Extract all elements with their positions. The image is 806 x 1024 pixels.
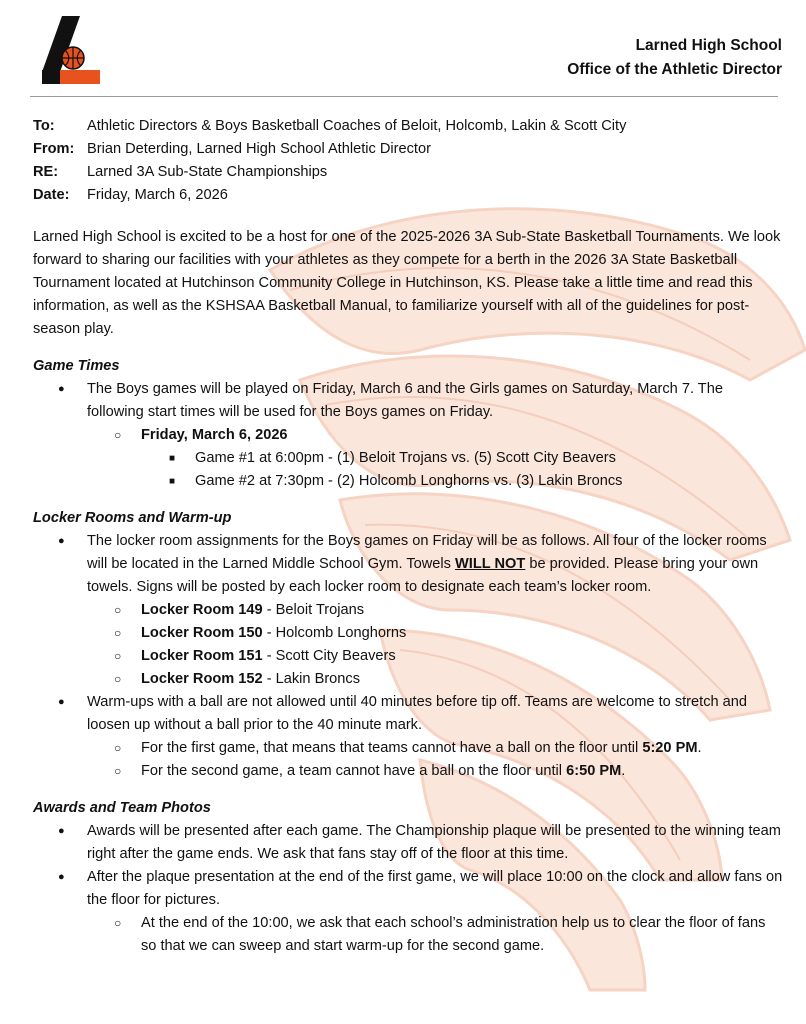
list-item xyxy=(33,424,783,447)
list-item: ● Warm-ups with a ball are not allowed until 40 minutes before tip off. Teams are welcome to stretch and loosen up without a ball prior to the 40 minute mark. xyxy=(33,691,783,737)
list-item: ■ Game #1 at 6:00pm - (1) Beloit Trojans vs. (5) Scott City Beavers xyxy=(33,447,783,470)
list-item: ○ For the first game, that means that teams cannot have a ball on the floor until 5:20 PM. xyxy=(33,737,783,760)
memo-re: RE: Larned 3A Sub-State Championships xyxy=(33,161,626,184)
list-item: ○ Locker Room 150 - Holcomb Longhorns xyxy=(33,622,783,645)
section-title-awards: Awards and Team Photos xyxy=(33,800,211,816)
memo-date-value: Friday, March 6, 2026 xyxy=(87,187,228,203)
logo-letter: L xyxy=(40,14,41,15)
list-item: ○ Locker Room 152 - Lakin Broncs xyxy=(33,668,783,691)
header-divider xyxy=(30,96,778,97)
list-item: ● Awards will be presented after each game. The Championship plaque will be presented to the winning team right after the game ends. We ask that fans stay off of the floor at this time. xyxy=(33,820,783,866)
game-times-list xyxy=(33,378,783,493)
game-day: Friday, March 6, 2026 xyxy=(141,427,288,443)
memo-to: To: Athletic Directors & Boys Basketball Coaches of Beloit, Holcomb, Lakin & Scott City xyxy=(33,115,626,138)
list-item: ● After the plaque presentation at the end of the first game, we will place 10:00 on the clock and allow fans on the floor for pictures. xyxy=(33,866,783,912)
school-logo xyxy=(40,14,102,86)
list-item: ● The locker room assignments for the Boys games on Friday will be as follows. All four of the locker rooms will be located in the Larned Middle School Gym. Towels WILL NOT be provided. Please bring your own towels. Signs will be posted by each locker room to designate each team’s locker room. xyxy=(33,530,783,599)
section-title-game-times: Game Times xyxy=(33,358,120,374)
list-item: ○ For the second game, a team cannot have a ball on the floor until 6:50 PM. xyxy=(33,760,783,783)
awards-list xyxy=(33,820,783,958)
list-item: ○ At the end of the 10:00, we ask that each school’s administration help us to clear the floor of fans so that we can sweep and start warm-up for the second game. xyxy=(33,912,783,958)
will-not-emphasis: WILL NOT xyxy=(455,556,526,572)
intro-paragraph: Larned High School is excited to be a host for one of the 2025-2026 3A Sub-State Basketball Tournaments. We look forward to sharing our facilities with your athletes as they compete for a berth in the 2026 3A State Basketball Tournament located at Hutchinson Community College in Hutchinson, KS. Please take a little time and read this information, as well as the KSHSAA Basketball Manual, to familiarize yourself with all of the guidelines for post-season play. xyxy=(33,229,781,337)
memo-date: Date: Friday, March 6, 2026 xyxy=(33,184,626,207)
office-name: Office of the Athletic Director xyxy=(567,61,782,78)
letter-body xyxy=(33,226,783,958)
memo-header xyxy=(33,115,626,207)
list-item: ■ Game #2 at 7:30pm - (2) Holcomb Longhorns vs. (3) Lakin Broncs xyxy=(33,470,783,493)
school-name: Larned High School xyxy=(635,37,782,54)
memo-re-value: Larned 3A Sub-State Championships xyxy=(87,164,328,180)
list-item: ○ Locker Room 149 - Beloit Trojans xyxy=(33,599,783,622)
list-item: ○ Locker Room 151 - Scott City Beavers xyxy=(33,645,783,668)
locker-list xyxy=(33,530,783,783)
memo-to-value: Athletic Directors & Boys Basketball Coaches of Beloit, Holcomb, Lakin & Scott City xyxy=(87,118,627,134)
letterhead xyxy=(567,34,782,82)
section-title-locker-rooms: Locker Rooms and Warm-up xyxy=(33,510,232,526)
memo-from-value: Brian Deterding, Larned High School Athletic Director xyxy=(87,141,431,157)
memo-from: From: Brian Deterding, Larned High School Athletic Director xyxy=(33,138,626,161)
list-item: ● The Boys games will be played on Friday, March 6 and the Girls games on Saturday, March 7. The following start times will be used for the Boys games on Friday. xyxy=(33,378,783,424)
